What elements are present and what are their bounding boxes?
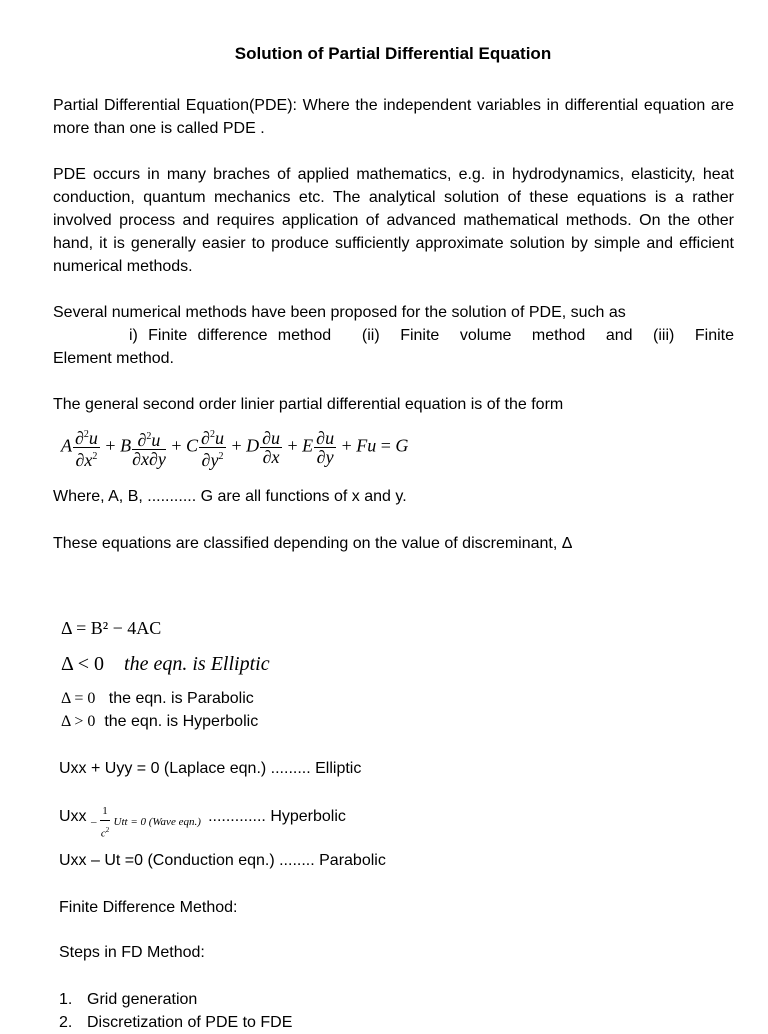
pde-applications-paragraph: PDE occurs in many braches of applied mathematics, e.g. in hydrodynamics, elasticity, heat conduction, quantum mechanics etc. The analytical solution of these equations is a rather involved process and requires application of advanced mathematical methods. On the other hand, it is generally easier to produce sufficiently approximate solution by simple and efficient numerical methods. <box>53 166 734 275</box>
wave-term: – 1 c2 Utt = 0 (Wave eqn.) <box>91 816 204 828</box>
classification-intro: These equations are classified depending on the value of discreminant, Δ <box>53 535 573 552</box>
wave-classification: ............. Hyperbolic <box>208 807 346 825</box>
methods-list-line-2: Element method. <box>53 350 174 367</box>
elliptic-condition: Δ < 0 the eqn. is Elliptic <box>61 653 270 675</box>
wave-prefix: Uxx <box>59 807 87 825</box>
parabolic-label: the eqn. is Parabolic <box>108 690 254 707</box>
hyperbolic-condition: Δ > 0 the eqn. is Hyperbolic <box>61 713 259 730</box>
elliptic-label: the eqn. is Elliptic <box>124 653 270 675</box>
coefficients-note: Where, A, B, ........... G are all functions of x and y. <box>53 488 407 505</box>
fdm-heading: Finite Difference Method: <box>59 899 238 916</box>
laplace-equation: Uxx + Uyy = 0 (Laplace eqn.) ......... Elliptic <box>59 760 362 777</box>
parabolic-condition: Δ = 0 the eqn. is Parabolic <box>61 690 254 707</box>
general-pde-equation: A $\frac{\partial^2u}{\partial x^2}$ + B $\frac{\partial^2u}{\partial x\partial y}$ + C $\frac{\partial^2u}{\partial y^2}$ + D $\frac{\partial u}{\partial x}$ + E $\frac{\partial u}{\partial y}$ + Fu = G <box>61 428 409 470</box>
hyperbolic-label: the eqn. is Hyperbolic <box>104 713 259 730</box>
methods-list-line: i) Finite difference method (ii) Finite volume method and (iii) Finite <box>129 327 734 344</box>
pde-definition: Partial Differential Equation(PDE): Where the independent variables in differential equation are more than one is called PDE . <box>53 97 734 137</box>
list-item: 2. Discretization of PDE to FDE <box>59 1014 293 1031</box>
list-item: 1. Grid generation <box>59 991 198 1008</box>
steps-heading: Steps in FD Method: <box>59 944 205 961</box>
methods-intro: Several numerical methods have been proposed for the solution of PDE, such as <box>53 304 626 321</box>
wave-equation <box>59 802 346 843</box>
conduction-equation: Uxx – Ut =0 (Conduction eqn.) ........ Parabolic <box>59 852 386 869</box>
page-title: Solution of Partial Differential Equation <box>234 44 552 63</box>
general-form-intro: The general second order linier partial differential equation is of the form <box>53 396 564 413</box>
discriminant-formula: Δ = B² − 4AC <box>61 618 162 638</box>
wave-eq-text: Utt = 0 (Wave eqn.) <box>113 815 201 828</box>
